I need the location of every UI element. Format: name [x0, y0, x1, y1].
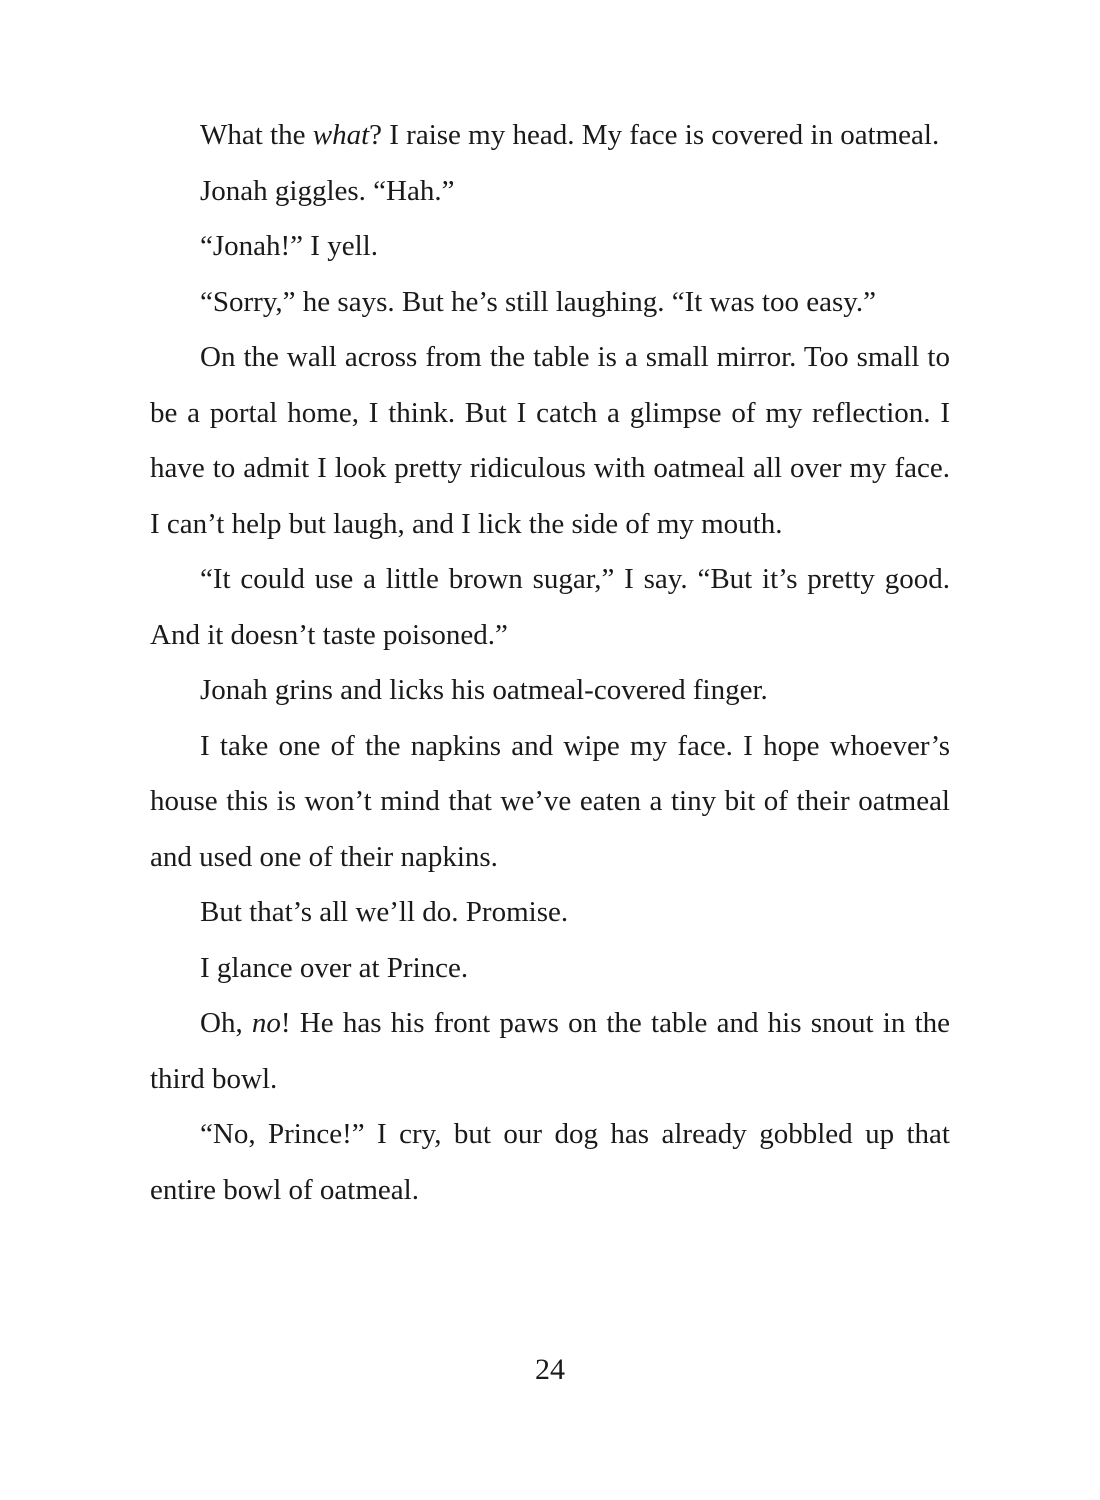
paragraph: On the wall across from the table is a small mirror. Too small to be a portal home, I think. But I catch a glimpse of my reflection. I have to admit I look pretty ridiculous with oatmeal all over my face. I can’t help but laugh, and I lick the side of my mouth. — [150, 341, 950, 540]
paragraph: Jonah grins and licks his oatmeal-covered finger. — [200, 674, 768, 706]
paragraph: “It could use a little brown sugar,” I say. “But it’s pretty good. And it doesn’t taste poisoned.” — [150, 563, 950, 651]
page-number: 24 — [535, 1353, 565, 1386]
paragraph: I take one of the napkins and wipe my face. I hope whoever’s house this is won’t mind that we’ve eaten a tiny bit of their oatmeal and used one of their napkins. — [150, 729, 950, 873]
paragraph: I glance over at Prince. — [200, 951, 469, 984]
paragraph: What the what? I raise my head. My face is covered in oatmeal. — [200, 119, 940, 151]
paragraph: But that’s all we’ll do. Promise. — [200, 896, 569, 928]
paragraph: Oh, no! He has his front paws on the table and his snout in the third bowl. — [150, 1007, 950, 1095]
paragraph: Jonah giggles. “Hah.” — [200, 174, 455, 207]
page-body — [150, 108, 950, 1218]
paragraph: “Sorry,” he says. But he’s still laughing. “It was too easy.” — [200, 285, 876, 318]
paragraph: “Jonah!” I yell. — [200, 230, 378, 262]
paragraph: “No, Prince!” I cry, but our dog has already gobbled up that entire bowl of oatmeal. — [150, 1118, 950, 1206]
